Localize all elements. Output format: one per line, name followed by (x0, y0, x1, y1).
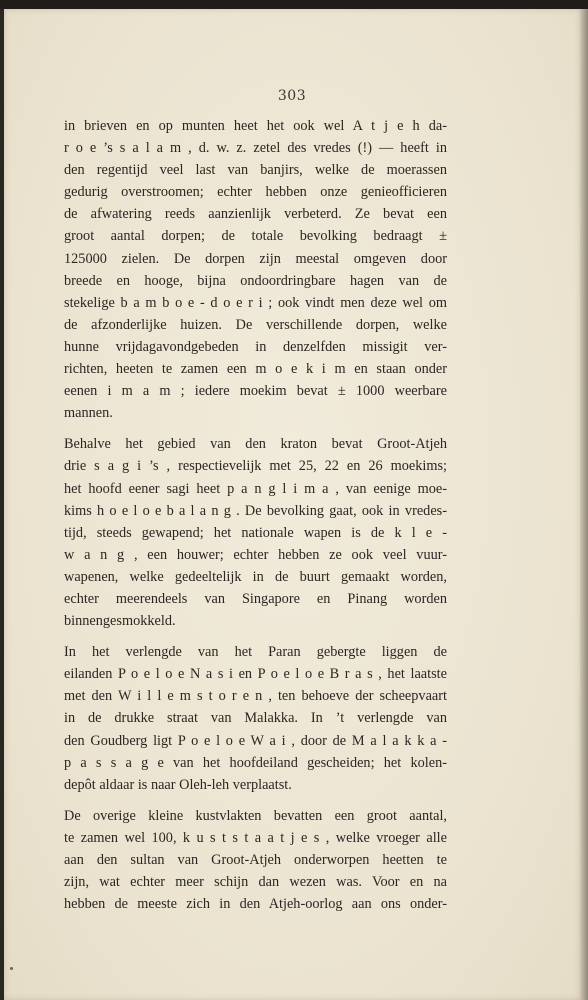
text-line: tijd, steeds gewapend; het nationale wapen is de k l e - (64, 524, 447, 541)
body-text (64, 115, 447, 915)
text-line: te zamen wel 100, k u s t s t a a t j e s , welke vroeger alle (64, 829, 447, 846)
text-line: De overige kleine kustvlakten bevatten een groot aantal, (64, 807, 447, 824)
text-line: p a s s a g e van het hoofdeiland gescheiden; het kolen- (64, 754, 447, 771)
text-line: binnengesmokkeld. (64, 613, 176, 630)
text-line: r o e ’s s a l a m , d. w. z. zetel des vredes (!) — heeft in (64, 140, 447, 157)
text-line: drie s a g i ’s , respectievelijk met 25, 22 en 26 moekims; (64, 458, 447, 475)
text-line: den Goudberg ligt P o e l o e W a i , door de M a l a k k a - (64, 732, 447, 749)
text-line: aan den sultan van Groot-Atjeh onderworpen heetten te (64, 852, 447, 868)
text-line: hunne vrijdagavondgebeden in denzelfden missigit ver- (64, 338, 447, 355)
page-edge-shadow (580, 9, 588, 1000)
text-line: echter meerendeels van Singapore en Pinang worden (64, 590, 447, 607)
text-line: den regentijd veel last van banjirs, welke de moerassen (64, 162, 447, 179)
paragraph-4 (64, 805, 447, 915)
text-line: richten, heeten te zamen een m o e k i m en staan onder (64, 361, 447, 378)
text-line: depôt aldaar is naar Oleh-leh verplaatst. (64, 776, 292, 793)
text-line: wapenen, welke gedeeltelijk in de buurt gemaakt worden, (64, 568, 447, 585)
text-line: stekelige b a m b o e - d o e r i ; ook vindt men deze wel om (64, 294, 447, 311)
text-line: w a n g , een houwer; echter hebben ze ook veel vuur- (64, 546, 447, 563)
text-line: hebben de meeste zich in den Atjeh-oorlog aan ons onder- (64, 896, 447, 913)
text-line: eenen i m a m ; iedere moekim bevat ± 1000 weerbare (64, 383, 447, 400)
paragraph-3 (64, 641, 447, 796)
book-page (4, 9, 580, 1000)
page-number: 303 (277, 88, 307, 104)
text-line: breede en hooge, bijna ondoordringbare hagen van de (64, 272, 447, 289)
paper-speck (10, 967, 13, 970)
text-line: de afwatering reeds aanzienlijk verbeterd. Ze bevat een (64, 206, 447, 223)
text-line: 125000 zielen. De dorpen zijn meestal omgeven door (64, 250, 447, 267)
text-line: gedurig overstroomen; echter hebben onze genieofficieren (64, 184, 447, 201)
text-line: mannen. (64, 405, 113, 422)
text-line: in de drukke straat van Malakka. In ’t verlengde van (64, 710, 447, 727)
paragraph-1 (64, 115, 447, 424)
text-line: eilanden P o e l o e N a s i en P o e l o e B r a s , het laatste (64, 666, 447, 683)
text-line: Behalve het gebied van den kraton bevat Groot-Atjeh (64, 436, 447, 453)
paragraph-2 (64, 433, 447, 632)
text-line: groot aantal dorpen; de totale bevolking bedraagt ± (64, 228, 447, 245)
scan-top-border (0, 0, 588, 9)
text-line: het hoofd eener sagi heet p a n g l i m a , van eenige moe- (64, 480, 447, 497)
text-line: de afzonderlijke huizen. De verschillende dorpen, welke (64, 316, 447, 333)
text-line: kims h o e l o e b a l a n g . De bevolking gaat, ook in vredes- (64, 502, 447, 519)
text-line: in brieven en op munten heet het ook wel A t j e h da- (64, 118, 447, 134)
text-line: met den W i l l e m s t o r e n , ten behoeve der scheepvaart (64, 688, 447, 705)
text-line: zijn, wat echter meer schijn dan wezen was. Voor en na (64, 874, 447, 891)
text-line: In het verlengde van het Paran gebergte liggen de (64, 644, 447, 661)
